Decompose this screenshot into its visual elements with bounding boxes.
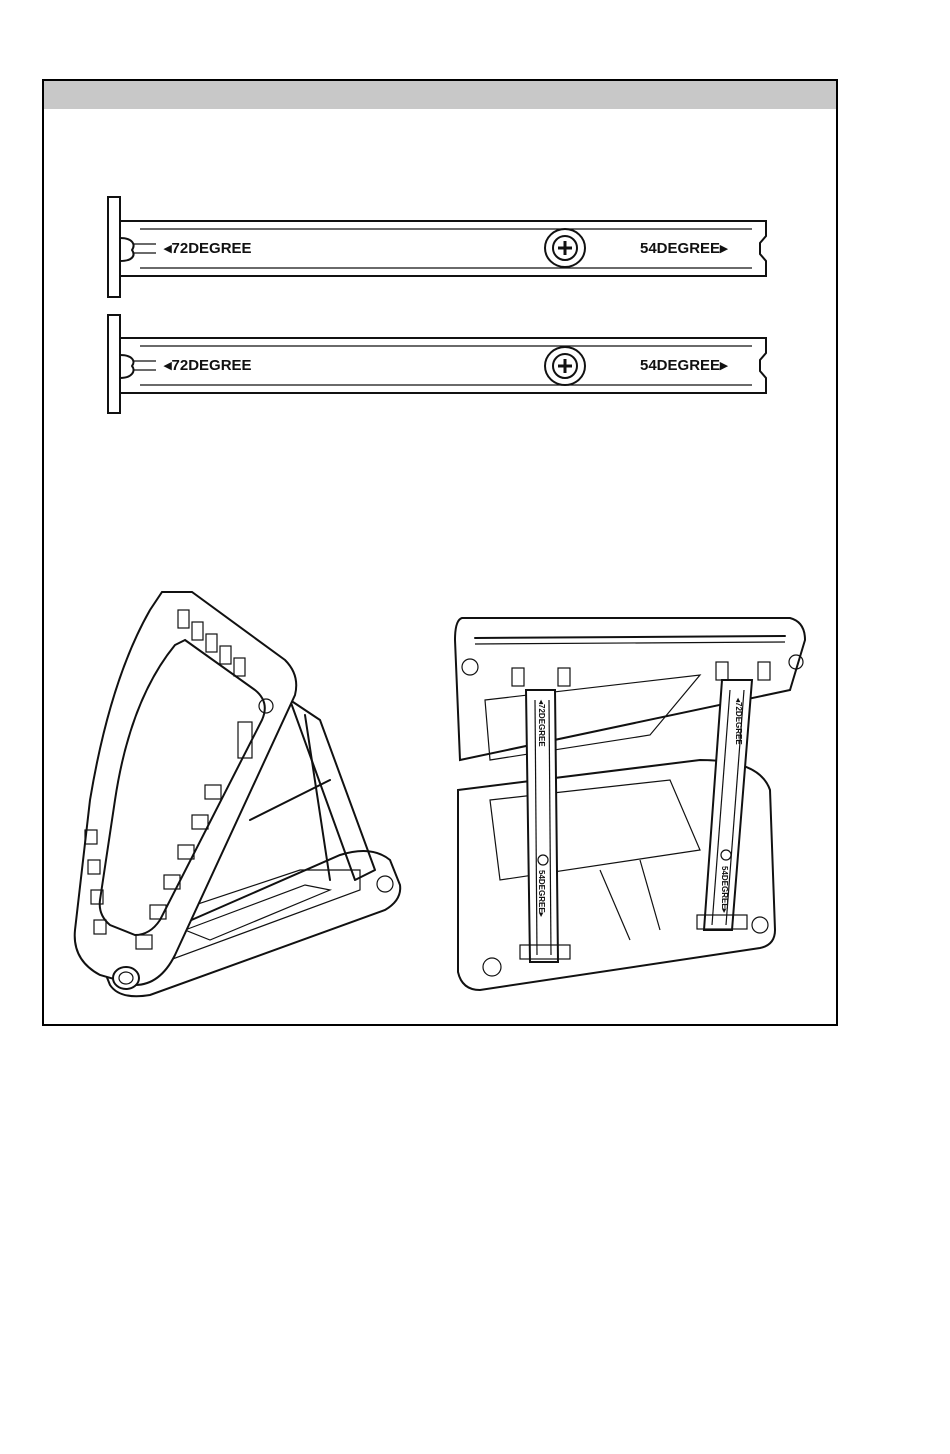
leg-2-top-label: ◂72DEGREE: [734, 698, 743, 745]
angle-bar-1: [108, 197, 766, 297]
leg-1-bottom-label: 54DEGREE▸: [537, 870, 546, 917]
bar-1-left-label: ◂72DEGREE: [164, 240, 252, 257]
leg-2-bottom-label: 54DEGREE▸: [720, 866, 729, 913]
bar-1-right-label: 54DEGREE▸: [640, 240, 728, 257]
angle-bar-2: [108, 315, 766, 413]
angled-device-drawing: [75, 592, 401, 996]
bar-2-right-label: 54DEGREE▸: [640, 357, 728, 374]
open-device-drawing: [455, 618, 805, 990]
leg-1-top-label: ◂72DEGREE: [537, 700, 546, 747]
bar-2-left-label: ◂72DEGREE: [164, 357, 252, 374]
